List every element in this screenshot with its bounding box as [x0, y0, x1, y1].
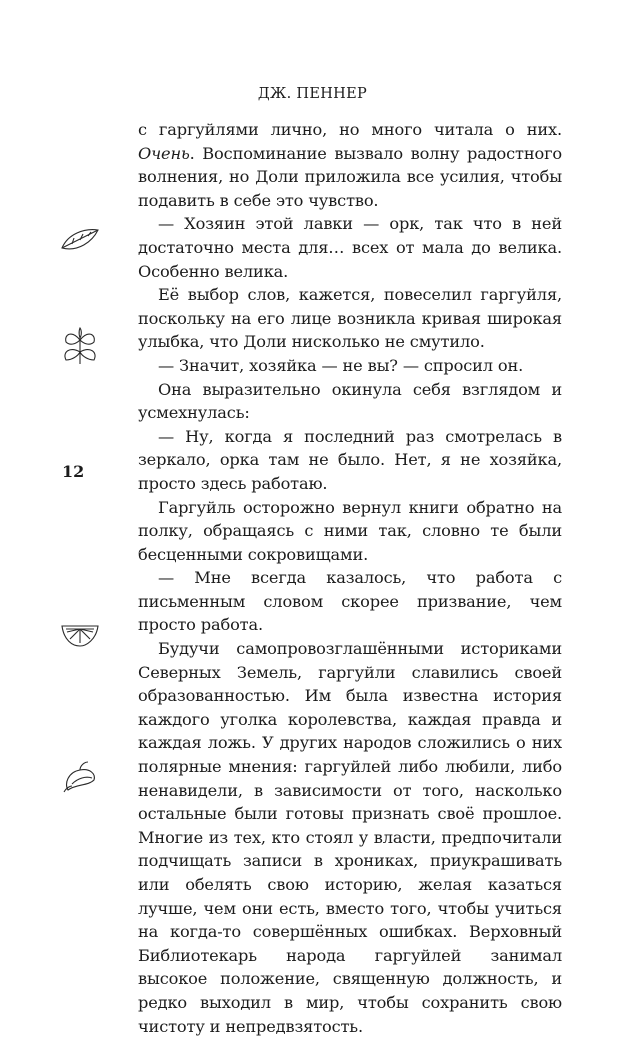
- paragraph: Гаргуйль осторожно вернул книги обратно на полку, обращаясь с ними так, словно те были бесценными сокровищами.: [138, 497, 562, 564]
- paragraph-text: . Воспоминание вызвало волну радостного волнения, но Доли приложила все усилия, чтобы подавить в себе это чувство.: [138, 143, 562, 210]
- emphasis-word: Очень: [138, 143, 190, 163]
- paragraph: Её выбор слов, кажется, повеселил гаргуйля, поскольку на его лице возникла кривая широкая улыбка, что Доли нисколько не смутило.: [138, 285, 562, 352]
- running-head: ДЖ. ПЕННЕР: [257, 86, 368, 102]
- paragraph: — Ну, когда я последний раз смотрелась в зеркало, орка там не было. Нет, я не хозяйка, просто здесь работаю.: [138, 426, 562, 493]
- pepper-icon: [58, 758, 102, 798]
- leaf-icon: [58, 218, 102, 258]
- paragraph: [138, 118, 562, 212]
- paragraph-text: с гаргуйлями лично, но много читала о них.: [138, 120, 562, 139]
- paragraph: — Мне всегда казалось, что работа с письменным словом скорее призвание, чем просто работа.: [138, 568, 562, 635]
- body-text: [138, 118, 562, 1038]
- paragraph: Она выразительно окинула себя взглядом и усмехнулась:: [138, 379, 562, 423]
- paragraph: Будучи самопровозглашёнными историками Северных Земель, гаргуйли славились своей образованностью. Им была известна история каждого уголка королевства, каждая правда и каждая ложь. У других народов сложились о них полярные мнения: гаргуйлей либо любили, либо ненавидели, в зависимости от того, насколько остальные были готовы признать своё прошлое. Многие из тех, кто стоял у власти, предпочитали подчищать записи в хрониках, приукрашивать или обелять свою историю, желая казаться лучше, чем они есть, вместо того, чтобы учиться на когда-то совершённых ошибках. Верховный Библиотекарь народа гаргуйлей занимал высокое положение, священную должность, и редко выходил в мир, чтобы сохранить свою чистоту и непредвзятость.: [138, 639, 562, 1036]
- lemon-slice-icon: [58, 612, 102, 652]
- paragraph: — Хозяин этой лавки — орк, так что в ней достаточно места для… всех от мала до велика. Особенно велика.: [138, 214, 562, 281]
- paragraph: — Значит, хозяйка — не вы? — спросил он.: [158, 355, 524, 375]
- mint-sprig-icon: [58, 326, 102, 366]
- page-number: 12: [62, 462, 85, 481]
